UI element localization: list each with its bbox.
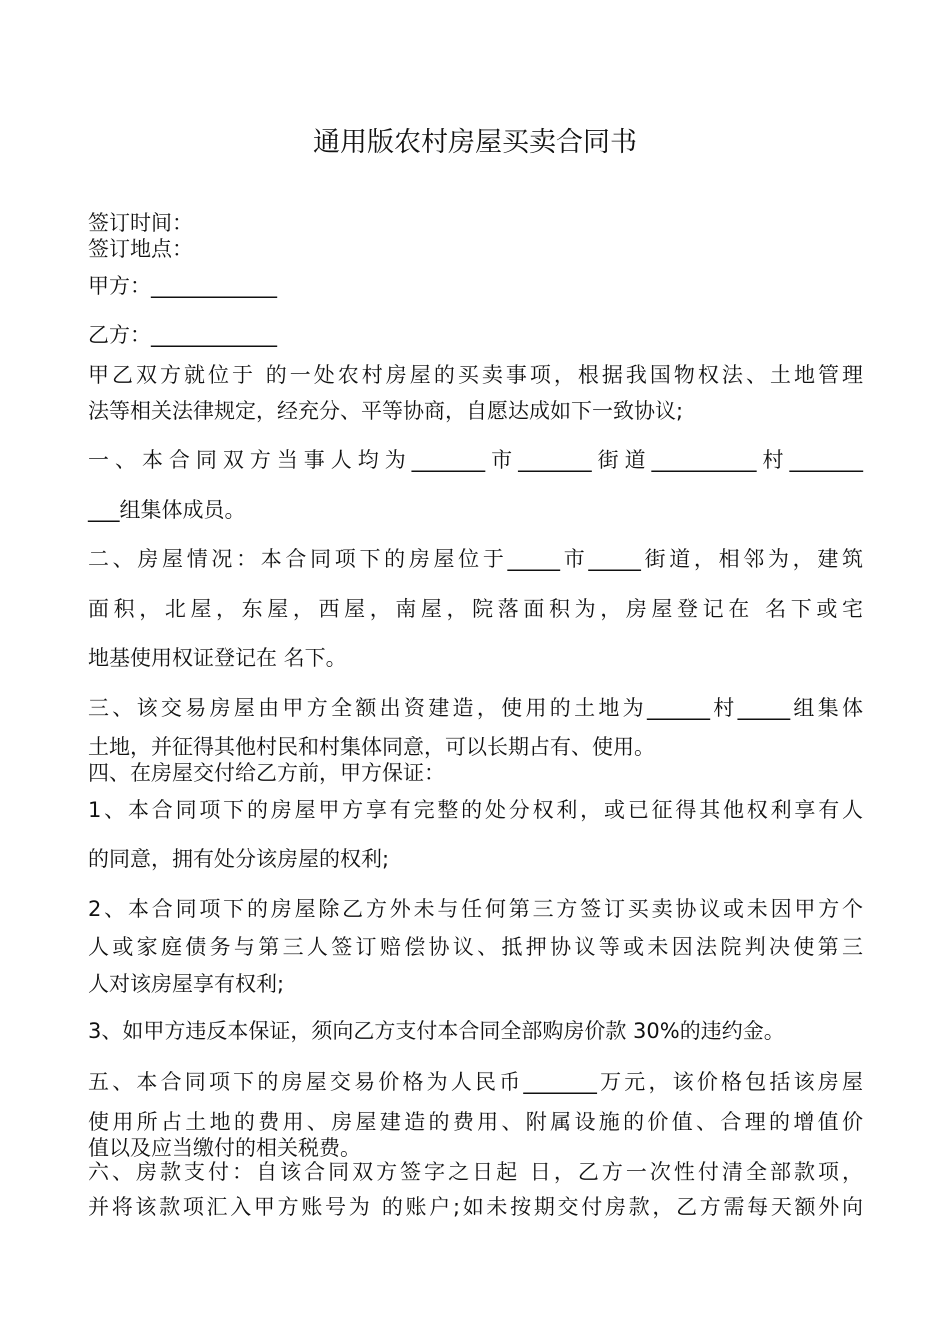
signing-place-line: 签订地点： — [88, 237, 193, 261]
clause-2-line-3: 地基使用权证登记在 名下。 — [88, 646, 347, 670]
clause-4-item-2-line-2: 人或家庭债务与第三人签订赔偿协议、抵押协议等或未因法院判决使第三 — [88, 935, 863, 959]
clause-6-line-1: 六、房款支付：自该合同双方签字之日起 日，乙方一次性付清全部款项， — [88, 1160, 863, 1184]
preamble-line-1: 甲乙双方就位于 的一处农村房屋的买卖事项，根据我国物权法、土地管理 — [88, 363, 863, 387]
clause-2-line-1: 二、房屋情况：本合同项下的房屋位于_____市_____街道，相邻为，建筑 — [88, 547, 863, 571]
clause-5-line-3: 值以及应当缴付的相关税费。 — [88, 1136, 361, 1160]
clause-4-heading: 四、在房屋交付给乙方前，甲方保证： — [88, 761, 445, 785]
clause-5-line-2: 使用所占土地的费用、房屋建造的费用、附属设施的价值、合理的增值价 — [88, 1110, 863, 1134]
signing-time-line: 签订时间： — [88, 211, 193, 235]
clause-4-item-1-line-2: 的同意，拥有处分该房屋的权利; — [88, 847, 390, 871]
clause-4-item-1-line-1: 1、本合同项下的房屋甲方享有完整的处分权利，或已征得其他权利享有人 — [88, 798, 863, 822]
clause-2-line-2: 面积，北屋，东屋，西屋，南屋，院落面积为，房屋登记在 名下或宅 — [88, 597, 863, 621]
clause-4-item-2-line-3: 人对该房屋享有权利; — [88, 972, 285, 996]
clause-5-line-1: 五、本合同项下的房屋交易价格为人民币_______万元，该价格包括该房屋 — [88, 1070, 863, 1094]
clause-3-line-2: 土地，并征得其他村民和村集体同意，可以长期占有、使用。 — [88, 735, 655, 759]
clause-3-line-1: 三、该交易房屋由甲方全额出资建造，使用的土地为______村_____组集体 — [88, 696, 863, 720]
clause-1-line-2: ___组集体成员。 — [88, 498, 246, 522]
clause-6-line-2: 并将该款项汇入甲方账号为 的账户;如未按期交付房款，乙方需每天额外向 — [88, 1195, 863, 1219]
preamble-line-2: 法等相关法律规定，经充分、平等协商，自愿达成如下一致协议; — [88, 399, 684, 423]
clause-1-line-1: 一、本合同双方当事人均为_______市_______街道__________村_______ — [88, 448, 863, 472]
clause-4-item-3: 3、如甲方违反本保证，须向乙方支付本合同全部购房价款 30%的违约金。 — [88, 1019, 785, 1043]
party-b-line: 乙方：____________ — [88, 323, 277, 347]
clause-4-item-2-line-1: 2、本合同项下的房屋除乙方外未与任何第三方签订买卖协议或未因甲方个 — [88, 897, 863, 921]
document-title: 通用版农村房屋买卖合同书 — [313, 127, 637, 158]
party-a-line: 甲方：____________ — [88, 274, 277, 298]
